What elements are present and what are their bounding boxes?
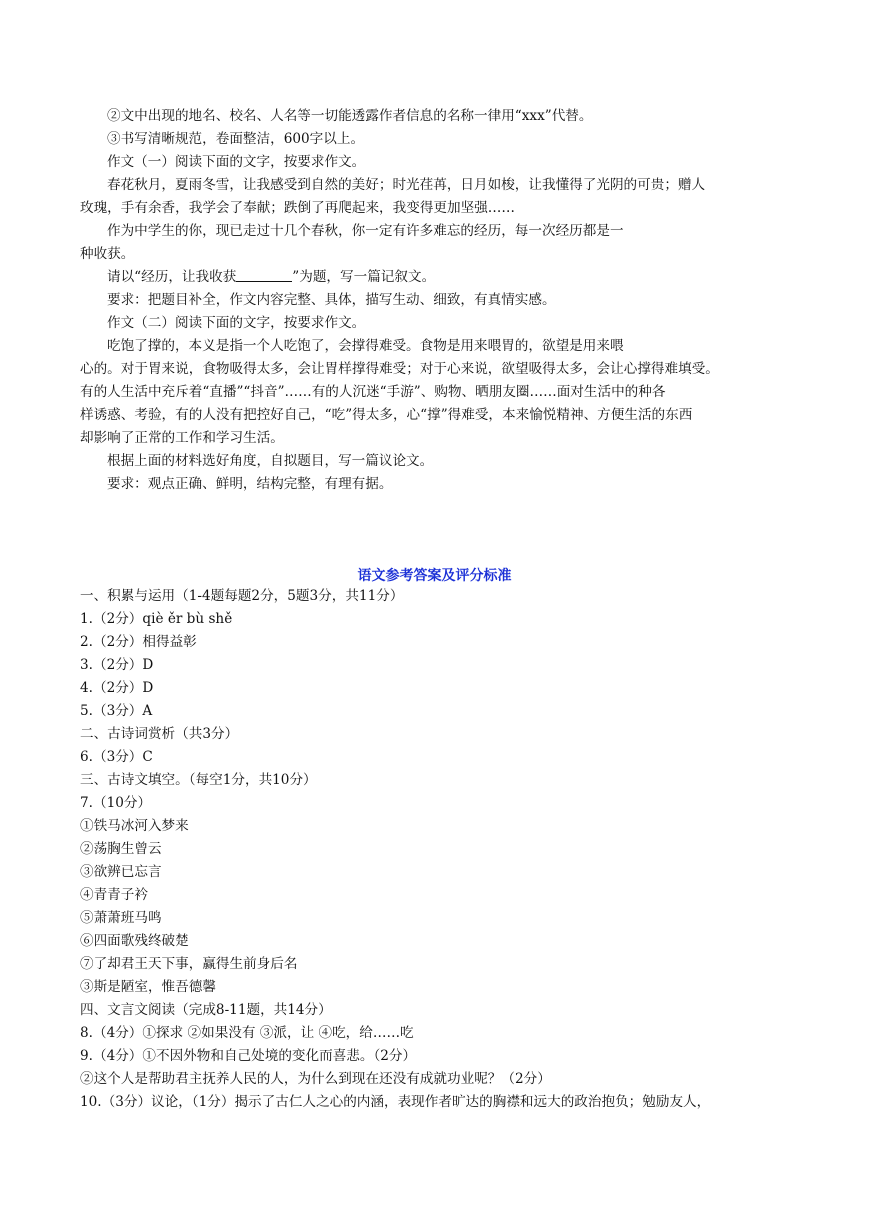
essay1-paragraph-line: 种收获。 [80,246,135,262]
answer-line: 3.（2分）D [80,657,154,673]
answer-line: 四、文言文阅读（完成8-11题，共14分） [80,1002,332,1018]
title-blank [236,267,292,282]
answer-key-title: 语文参考答案及评分标准 [357,568,512,584]
essay2-paragraph-line: 却影响了正常的工作和学习生活。 [80,430,284,446]
answer-line: 1.（2分）qiè ěr bù shě [80,611,233,627]
essay2-paragraph-line: 心的。对于胃来说，食物吸得太多，会让胃样撑得难受；对于心来说，欲望吸得太多，会让心撑得难填受。 [80,361,719,377]
essay2-prompt: 根据上面的材料选好角度，自拟题目，写一篇议论文。 [107,453,434,469]
answer-line: ④青青子衿 [80,887,148,903]
essay1-prompt [107,267,435,287]
answer-line: ②这个人是帮助君主抚养人民的人，为什么到现在还没有成就功业呢？（2分） [80,1071,551,1087]
answer-line: 三、古诗文填空。（每空1分，共10分） [80,772,317,788]
answer-line: ①铁马冰河入梦来 [80,818,189,834]
answer-line: 5.（3分）A [80,703,153,719]
essay1-prompt-start: 请以“经历，让我收获 [107,269,237,285]
essay1-heading: 作文（一）阅读下面的文字，按要求作文。 [107,154,366,170]
answer-line: ⑥四面歌残终破楚 [80,933,189,949]
answer-line: 10.（3分）议论，（1分）揭示了古仁人之心的内涵，表现作者旷达的胸襟和远大的政治抱负；勉励友人， [80,1094,711,1110]
essay1-requirement: 要求：把题目补全，作文内容完整、具体，描写生动、细致，有真情实感。 [107,292,556,308]
essay1-prompt-end: ”为题，写一篇记叙文。 [292,269,436,285]
answer-line: 二、古诗词赏析（共3分） [80,726,239,742]
answer-line: ⑤萧萧班马鸣 [80,910,162,926]
essay-requirement-3: ③书写清晰规范，卷面整洁，600字以上。 [107,131,365,147]
essay2-heading: 作文（二）阅读下面的文字，按要求作文。 [107,315,366,331]
essay-requirement-2: ②文中出现的地名、校名、人名等一切能透露作者信息的名称一律用“xxx”代替。 [107,108,593,124]
essay1-paragraph-line: 玫瑰，手有余香，我学会了奉献；跌倒了再爬起来，我变得更加坚强…… [80,200,515,216]
answer-line: ③欲辨已忘言 [80,864,162,880]
answer-line: 8.（4分）①探求 ②如果没有 ③派，让 ④吃，给……吃 [80,1025,414,1041]
essay1-paragraph-line: 作为中学生的你，现已走过十几个春秋，你一定有许多难忘的经历，每一次经历都是一 [107,223,624,239]
essay1-paragraph-line: 春花秋月，夏雨冬雪，让我感受到自然的美好；时光荏苒，日月如梭，让我懂得了光阴的可贵；赠人 [107,177,706,193]
essay2-paragraph-line: 吃饱了撑的，本义是指一个人吃饱了，会撑得难受。食物是用来喂胃的，欲望是用来喂 [107,338,624,354]
answer-line: ③斯是陋室，惟吾德馨 [80,979,216,995]
answer-line: ⑦了却君王天下事，赢得生前身后名 [80,956,298,972]
answer-line: ②荡胸生曾云 [80,841,162,857]
answer-line: 一、积累与运用（1-4题每题2分，5题3分，共11分） [80,588,404,604]
essay2-paragraph-line: 样诱惑、考验，有的人没有把控好自己，“吃”得太多，心“撑”得难受，本来愉悦精神、方便生活的东西 [80,407,693,423]
answer-line: 4.（2分）D [80,680,154,696]
answer-line: 2.（2分）相得益彰 [80,634,197,650]
essay2-requirement: 要求：观点正确、鲜明，结构完整，有理有据。 [107,476,393,492]
essay2-paragraph-line: 有的人生活中充斥着“直播”“抖音”……有的人沉迷“手游”、购物、晒朋友圈……面对生活中的种各 [80,384,666,400]
answer-line: 9.（4分）①不因外物和自己处境的变化而喜悲。（2分） [80,1048,417,1064]
answer-line: 7.（10分） [80,795,152,811]
answer-line: 6.（3分）C [80,749,153,765]
